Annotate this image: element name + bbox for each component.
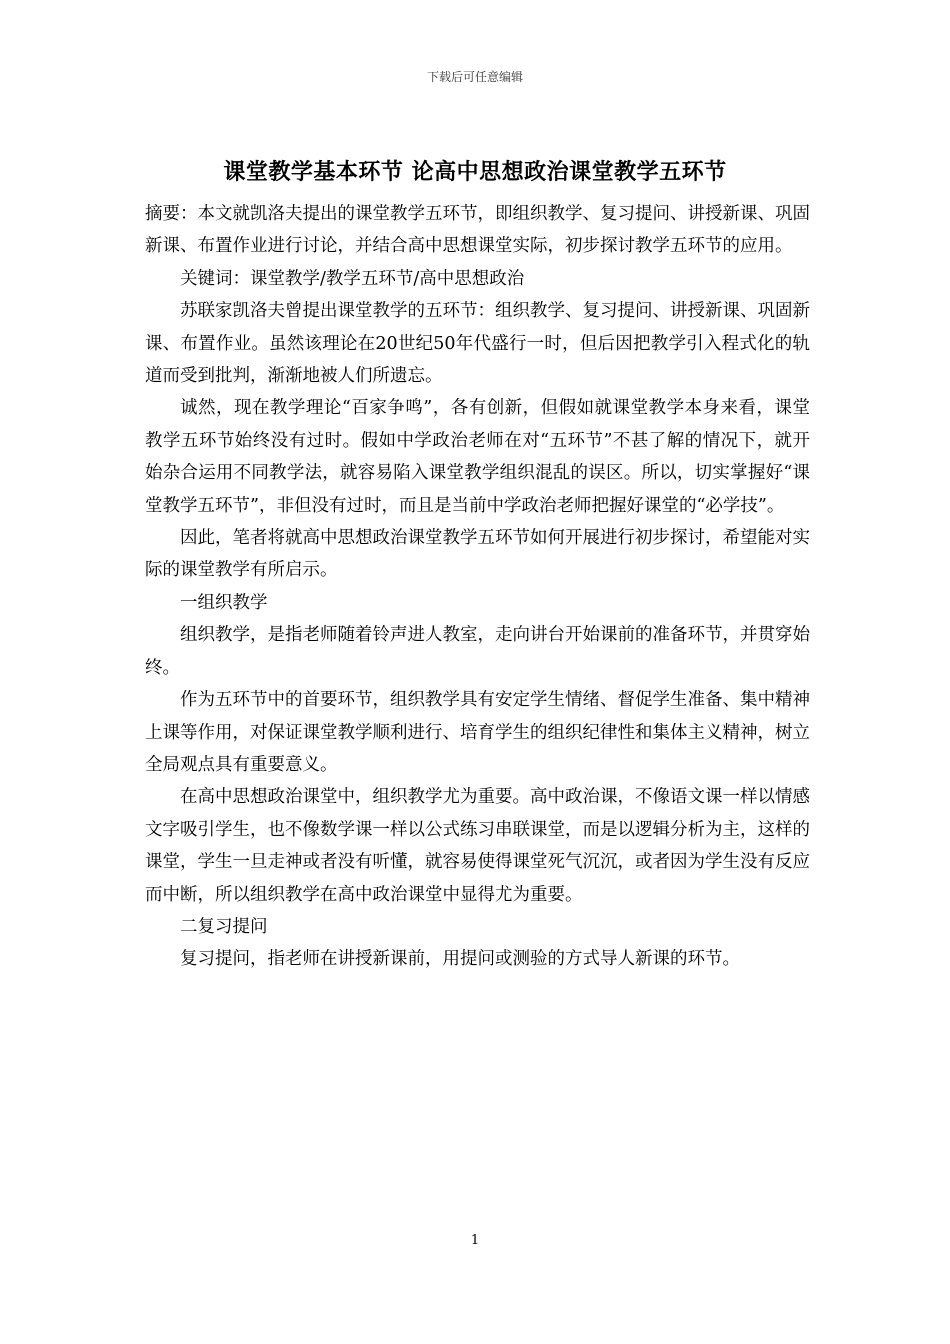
body-paragraph: 因此，笔者将就高中思想政治课堂教学五环节如何开展进行初步探讨，希望能对实际的课堂教学有所启示。 <box>145 528 810 581</box>
body-paragraph: 作为五环节中的首要环节，组织教学具有安定学生情绪、督促学生准备、集中精神上课等作用，对保证课堂教学顺利进行、培育学生的组织纪律性和集体主义精神，树立全局观点具有重要意义。 <box>145 690 810 775</box>
abstract-paragraph: 摘要：本文就凯洛夫提出的课堂教学五环节，即组织教学、复习提问、讲授新课、巩固新课、布置作业进行讨论，并结合高中思想课堂实际，初步探讨教学五环节的应用。 <box>145 204 810 257</box>
body-paragraph: 诚然，现在教学理论“百家争鸣”，各有创新，但假如就课堂教学本身来看，课堂教学五环节始终没有过时。假如中学政治老师在对“五环节”不甚了解的情况下，就开始杂合运用不同教学法，就容易陷入课堂教学组织混乱的误区。所以，切实掌握好“课堂教学五环节”，非但没有过时，而且是当前中学政治老师把握好课堂的“必学技”。 <box>145 398 810 516</box>
body-paragraph: 在高中思想政治课堂中，组织教学尤为重要。高中政治课，不像语文课一样以情感文字吸引学生，也不像数学课一样以公式练习串联课堂，而是以逻辑分析为主，这样的课堂，学生一旦走神或者没有听懂，就容易使得课堂死气沉沉，或者因为学生没有反应而中断，所以组织教学在高中政治课堂中显得尤为重要。 <box>145 787 810 905</box>
section-heading: 二复习提问 <box>180 916 268 937</box>
page-header-note: 下载后可任意编辑 <box>426 70 523 84</box>
section-heading: 一组织教学 <box>180 592 268 613</box>
body-paragraph: 复习提问，指老师在讲授新课前，用提问或测验的方式导人新课的环节。 <box>180 949 740 970</box>
keywords-paragraph: 关键词：课堂教学/教学五环节/高中思想政治 <box>180 268 525 289</box>
page-number: 1 <box>470 1233 480 1248</box>
document-title: 课堂教学基本环节 论高中思想政治课堂教学五环节 <box>223 159 727 185</box>
body-paragraph: 苏联家凯洛夫曾提出课堂教学的五环节：组织教学、复习提问、讲授新课、巩固新课、布置作业。虽然该理论在20世纪50年代盛行一时，但后因把教学引入程式化的轨道而受到批判，渐渐地被人们所遗忘。 <box>145 301 810 387</box>
document-body <box>145 198 810 976</box>
body-paragraph: 组织教学，是指老师随着铃声进人教室，走向讲台开始课前的准备环节，并贯穿始终。 <box>145 625 810 678</box>
